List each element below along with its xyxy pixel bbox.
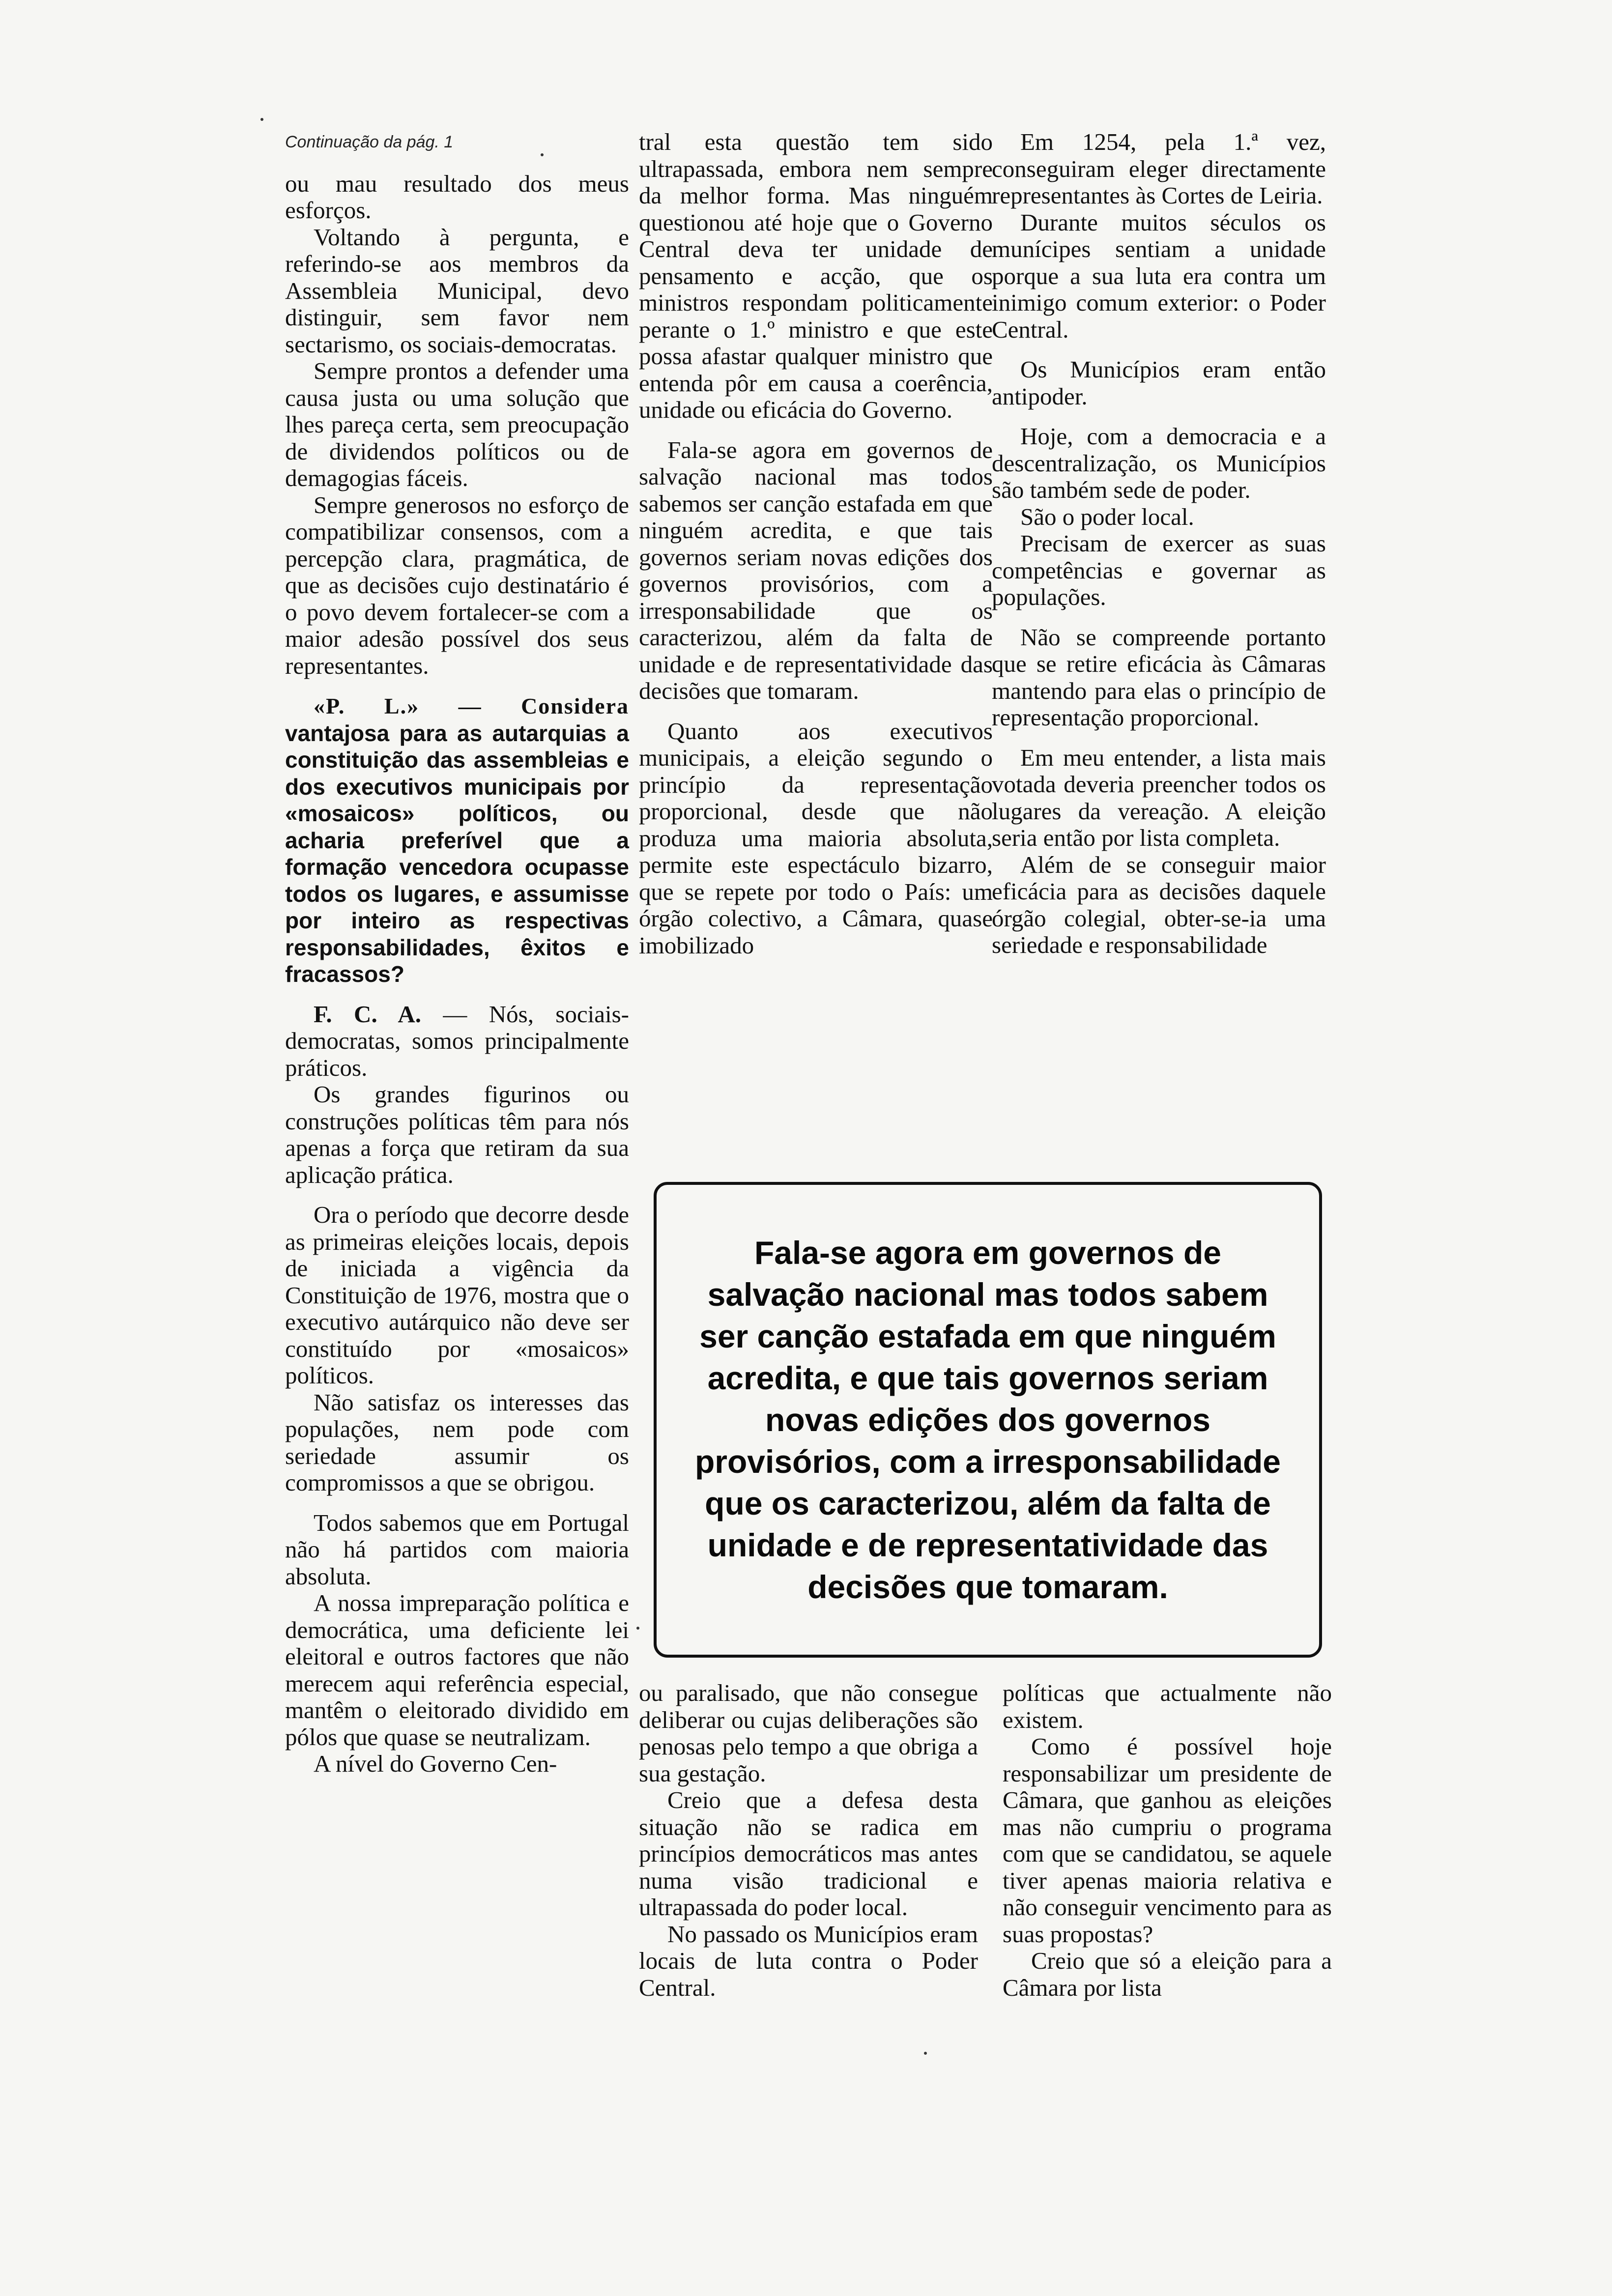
article-column-2	[639, 129, 993, 959]
pull-quote-box	[654, 1182, 1322, 1658]
paragraph: Hoje, com a democracia e a descentralização, os Municípios são também sede de poder.	[992, 423, 1326, 503]
paragraph: ou paralisado, que não consegue deliberar ou cujas deliberações são penosas pelo tempo a que obriga a sua gestação.	[639, 1679, 978, 1787]
paragraph: Não satisfaz os interesses das populações, nem pode com seriedade assumir os compromissos a que se obrigou.	[285, 1388, 629, 1496]
paragraph: Os grandes figurinos ou construções políticas têm para nós apenas a força que retiram da sua aplicação prática.	[285, 1081, 629, 1188]
paragraph: tral esta questão tem sido ultrapassada, embora nem sempre da melhor forma. Mas ninguém questionou até hoje que o Governo Central deva ter unidade de pensamento e acção, que os ministros respondam politicamente perante o 1.º ministro e que este possa afastar qualquer ministro que entenda pôr em causa a coerência, unidade ou eficácia do Governo.	[639, 128, 993, 423]
print-speck	[260, 118, 263, 121]
paragraph: Além de se conseguir maior eficácia para as decisões daquele órgão colegial, obter-se-ia uma seriedade e responsabilidade	[992, 851, 1326, 958]
print-speck	[636, 1627, 639, 1630]
paragraph: São o poder local.	[1020, 503, 1194, 530]
article-column-5	[1003, 1680, 1332, 2001]
paragraph: No passado os Municípios eram locais de luta contra o Poder Central.	[639, 1920, 978, 2001]
answer-text: — Nós, sociais-democratas, somos principalmente práticos.	[285, 1000, 629, 1081]
print-speck	[924, 2052, 927, 2055]
paragraph: Os Municípios eram então antipoder.	[992, 356, 1326, 410]
answer-lead: F. C. A.	[314, 1000, 421, 1028]
paragraph: Creio que a defesa desta situação não se radica em princípios democráticos mas antes numa visão tradicional e ultrapassada do poder local.	[639, 1786, 978, 1921]
paragraph: Creio que só a eleição para a Câmara por lista	[1003, 1947, 1332, 2001]
paragraph: Como é possível hoje responsabilizar um presidente de Câmara, que ganhou as eleições mas não cumpriu o programa com que se candidatou, se aquele tiver apenas maioria relativa e não conseguir vencimento para as suas propostas?	[1003, 1733, 1332, 1948]
paragraph: Precisam de exercer as suas competências e governar as populações.	[992, 530, 1326, 610]
question-lead: «P. L.» — Considera	[314, 693, 629, 718]
paragraph: Fala-se agora em governos de salvação nacional mas todos sabemos ser canção estafada em que ninguém acredita, e que tais governos seriam novas edições dos governos provisórios, com a irresponsabilidade que os caracterizou, além da falta de unidade e de representatividade das decisões que tomaram.	[639, 436, 993, 704]
paragraph: Em 1254, pela 1.ª vez, conseguiram eleger directamente representantes às Cortes de Leiria.	[992, 128, 1326, 209]
interview-question	[285, 692, 629, 988]
paragraph: Não se compreende portanto que se retire eficácia às Câmaras mantendo para elas o princípio de representação proporcional.	[992, 623, 1326, 731]
article-column-4	[639, 1680, 978, 2001]
article-column-1	[285, 129, 629, 1778]
interview-answer	[285, 1001, 629, 1082]
paragraph: políticas que actualmente não existem.	[1003, 1679, 1332, 1733]
paragraph: Durante muitos séculos os munícipes sentiam a unidade porque a sua luta era contra um inimigo comum exterior: o Poder Central.	[992, 208, 1326, 343]
paragraph: Todos sabemos que em Portugal não há partidos com maioria absoluta.	[285, 1509, 629, 1590]
paragraph: Sempre prontos a defender uma causa justa ou uma solução que lhes pareça certa, sem preocupação de dividendos políticos ou de demagogias fáceis.	[285, 357, 629, 491]
paragraph: Sempre generosos no esforço de compatibilizar consensos, com a percepção clara, pragmática, de que as decisões cujo destinatário é o povo devem fortalecer-se com a maior adesão possível dos seus representantes.	[285, 491, 629, 679]
paragraph: Em meu entender, a lista mais votada deveria preencher todos os lugares da vereação. A eleição seria então por lista completa.	[992, 744, 1326, 851]
pull-quote: Fala-se agora em governos de salvação nacional mas todos sabem ser canção estafada em que ninguém acredita, e que tais governos seriam novas edições dos governos provisórios, com a irresponsabilidade que os caracterizou, além da falta de unidade e de representatividade das decisões que tomaram.	[694, 1234, 1281, 1605]
paragraph: Voltando à pergunta, e referindo-se aos membros da Assembleia Municipal, devo distinguir, sem favor nem sectarismo, os sociais-democratas.	[285, 223, 629, 358]
paragraph: A nossa impreparação política e democrática, uma deficiente lei eleitoral e outros factores que não merecem aqui referência especial, mantêm o eleitorado dividido em pólos que quase se neutralizam.	[285, 1589, 629, 1751]
paragraph: A nível do Governo Cen-	[314, 1750, 557, 1777]
paragraph: Ora o período que decorre desde as primeiras eleições locais, depois de iniciada a vigência da Constituição de 1976, mostra que o executivo autárquico não deve ser constituído por «mosaicos» políticos.	[285, 1201, 629, 1389]
article-column-3	[992, 129, 1326, 959]
paragraph: ou mau resultado dos meus esforços.	[285, 170, 629, 224]
question-text: vantajosa para as autarquias a constituição das assembleias e dos executivos municipais por «mosaicos» políticos, ou acharia preferível que a formação vencedora ocupasse todos os lugares, e assumisse por inteiro as respectivas responsabilidades, êxitos e fracassos?	[285, 720, 629, 987]
print-speck	[541, 153, 544, 156]
continuation-note: Continuação da pág. 1	[285, 133, 454, 151]
paragraph: Quanto aos executivos municipais, a eleição segundo o princípio da representação proporcional, desde que não produza uma maioria absoluta, permite este espectáculo bizarro, que se repete por todo o País: um órgão colectivo, a Câmara, quase imobilizado	[639, 717, 993, 959]
